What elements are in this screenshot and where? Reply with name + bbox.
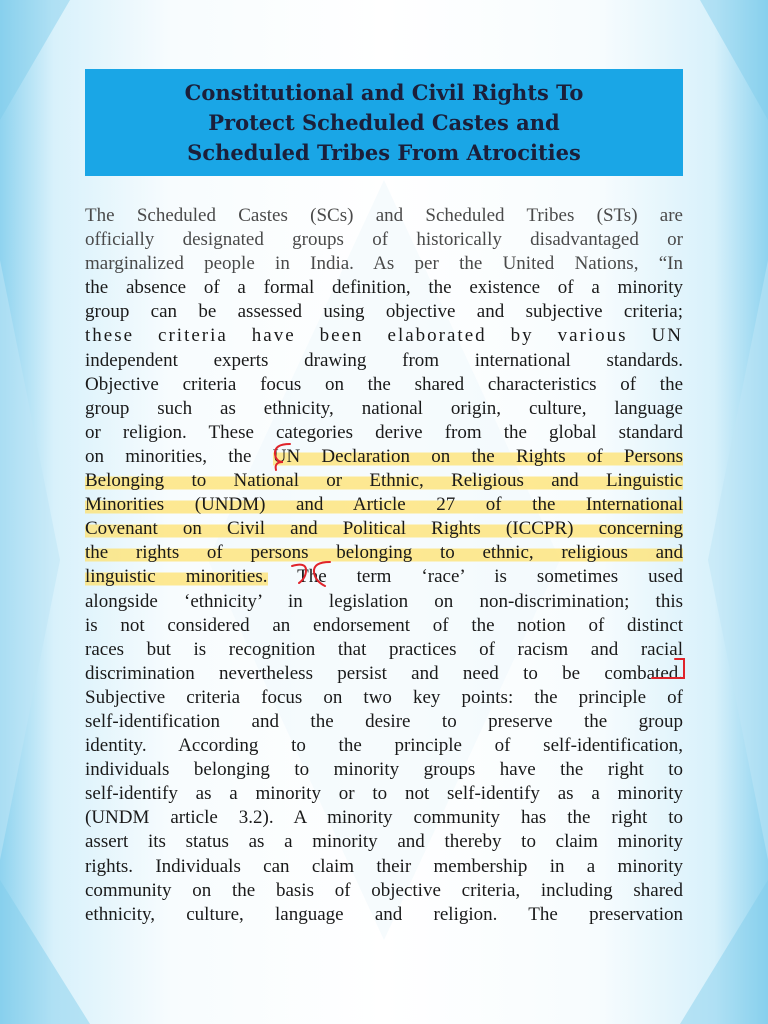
- body-paragraph: [85, 204, 683, 927]
- body-line: [85, 493, 683, 517]
- highlighted-text: Covenant on Civil and Political Rights (ICCPR) concerning: [85, 518, 683, 540]
- body-line: or religion. These categories derive from the global standard: [85, 421, 683, 443]
- body-line: Objective criteria focus on the shared characteristics of the: [85, 373, 683, 395]
- body-line: rights. Individuals can claim their membership in a minority: [85, 855, 683, 877]
- highlighted-text: the rights of persons belonging to ethnic, religious and: [85, 542, 683, 564]
- body-line: officially designated groups of historically disadvantaged or: [85, 229, 683, 251]
- body-line: alongside ‘ethnicity’ in legislation on non-discrimination; this: [85, 590, 683, 612]
- body-line: [85, 541, 683, 565]
- body-line: group can be assessed using objective and subjective criteria;: [85, 301, 683, 323]
- title-banner: [85, 69, 683, 176]
- body-text-segment: on minorities, the: [85, 445, 273, 467]
- body-line: individuals belonging to minority groups have the right to: [85, 759, 683, 781]
- body-line: the absence of a formal definition, the existence of a minority: [85, 277, 683, 299]
- highlighted-text: UN Declaration on the Rights of Persons: [272, 445, 683, 467]
- body-line: community on the basis of objective criteria, including shared: [85, 879, 683, 901]
- body-line: [85, 517, 683, 541]
- highlighted-text: linguistic minorities.: [85, 566, 268, 588]
- body-line: self-identification and the desire to preserve the group: [85, 710, 683, 732]
- body-line: self-identify as a minority or to not self-identify as a minority: [85, 783, 683, 805]
- body-line: these criteria have been elaborated by various UN: [85, 325, 683, 347]
- body-line: identity. According to the principle of self-identification,: [85, 735, 683, 757]
- body-line: discrimination nevertheless persist and need to be combated.: [85, 662, 683, 684]
- body-line: [85, 469, 683, 493]
- title-line-1: Constitutional and Civil Rights To: [184, 79, 584, 105]
- body-line: The Scheduled Castes (SCs) and Scheduled Tribes (STs) are: [85, 205, 683, 226]
- highlighted-text: Minorities (UNDM) and Article 27 of the International: [85, 494, 683, 516]
- body-line: ethnicity, culture, language and religion. The preservation: [85, 903, 683, 925]
- body-line: group such as ethnicity, national origin, culture, language: [85, 397, 683, 419]
- body-text-segment: The term ‘race’ is sometimes used: [267, 566, 683, 588]
- highlighted-text: Belonging to National or Ethnic, Religious and Linguistic: [85, 470, 683, 492]
- body-line: independent experts drawing from international standards.: [85, 349, 683, 371]
- title-line-2: Protect Scheduled Castes and: [208, 109, 560, 135]
- body-line-highlighted-start: [85, 445, 683, 469]
- body-line: Subjective criteria focus on two key points: the principle of: [85, 686, 683, 708]
- body-line: races but is recognition that practices of racism and racial: [85, 638, 683, 660]
- body-line: (UNDM article 3.2). A minority community has the right to: [85, 807, 683, 829]
- body-line: marginalized people in India. As per the United Nations, “In: [85, 253, 683, 275]
- body-line: is not considered an endorsement of the notion of distinct: [85, 614, 683, 636]
- title-line-3: Scheduled Tribes From Atrocities: [187, 139, 581, 165]
- body-line: assert its status as a minority and thereby to claim minority: [85, 831, 683, 853]
- body-line-highlighted-end: [85, 565, 683, 589]
